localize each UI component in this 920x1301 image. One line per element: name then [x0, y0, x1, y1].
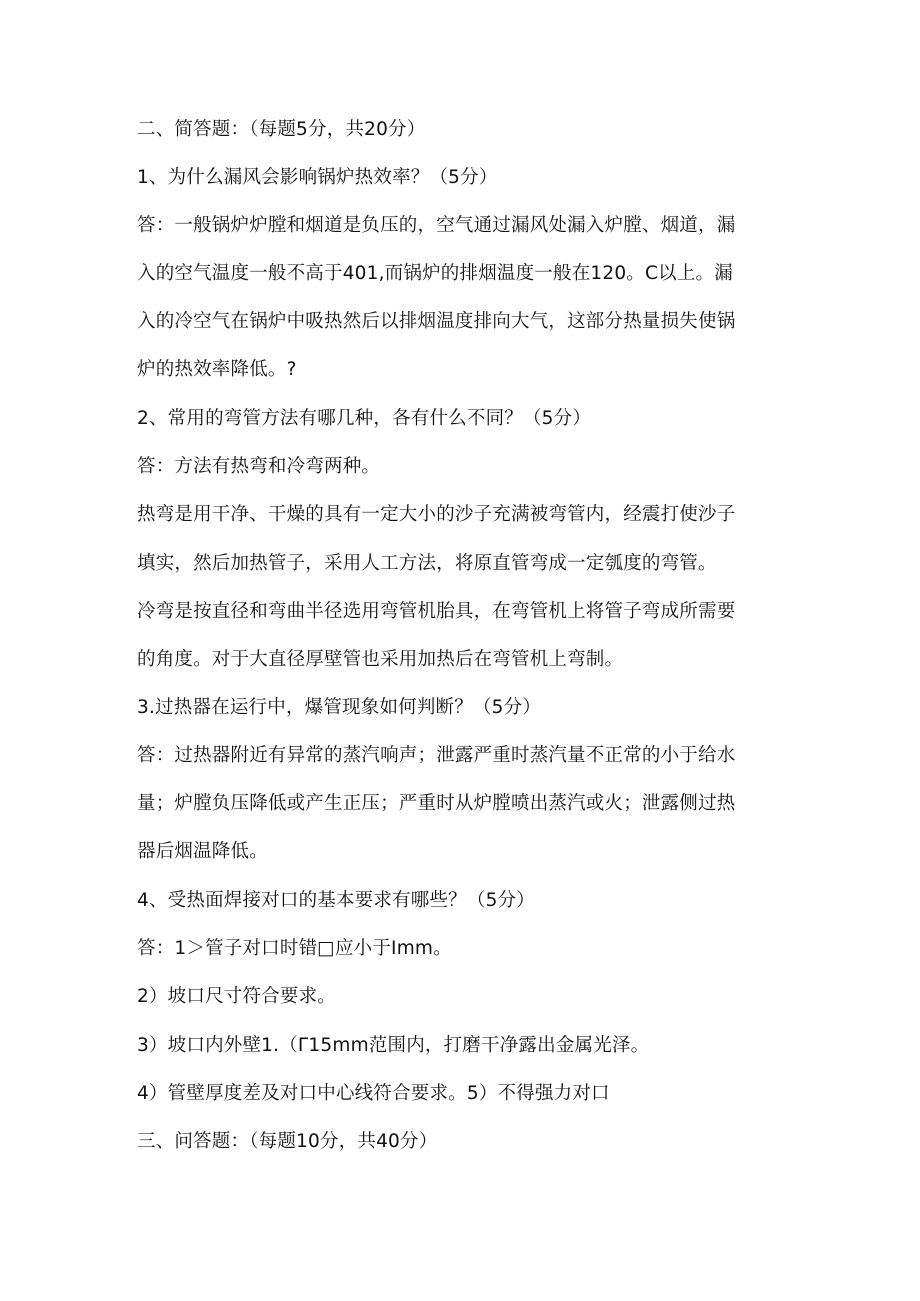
section-heading-short-answer: 二、简答题：（每题5分，共20分）: [137, 119, 426, 140]
answer-2-line-1: 答：方法有热弯和冷弯两种。: [137, 456, 381, 477]
answer-2-line-5: 的角度。对于大直径厚壁管也采用加热后在弯管机上弯制。: [137, 649, 624, 670]
answer-1-line-4: 炉的热效率降低。?: [137, 359, 297, 380]
answer-1-line-1: 答：一般锅炉炉膛和烟道是负压的，空气通过漏风处漏入炉膛、烟道，漏: [137, 215, 736, 236]
answer-2-line-3: 填实，然后加热管子，采用人工方法，将原直管弯成一定瓠度的弯管。: [137, 553, 717, 574]
answer-2-line-2: 热弯是用干净、干燥的具有一定大小的沙子充满被弯管内，经震打使沙子: [137, 504, 736, 525]
question-4: 4、受热面焊接对口的基本要求有哪些？（5分）: [137, 890, 535, 911]
answer-3-line-3: 器后烟温降低。: [137, 841, 268, 862]
answer-4-line-4: 4）管壁厚度差及对口中心线符合要求。5）不得强力对口: [137, 1083, 610, 1104]
answer-1-line-3: 入的冷空气在锅炉中吸热然后以排烟温度排向大气，这部分热量损失使锅: [137, 311, 736, 332]
answer-4-line-1: 答：1＞管子对口时错□应小于Imm。: [137, 938, 452, 959]
answer-4-line-3: 3）坡口内外壁1.（Γ15mm范围内，打磨干净露出金属光泽。: [137, 1035, 650, 1056]
answer-1-line-2: 入的空气温度一般不高于401,而锅炉的排烟温度一般在120。C以上。漏: [137, 263, 733, 284]
question-2: 2、常用的弯管方法有哪几种，各有什么不同？（5分）: [137, 408, 592, 429]
answer-4-line-2: 2）坡口尺寸符合要求。: [137, 986, 336, 1007]
answer-2-line-4: 冷弯是按直径和弯曲半径选用弯管机胎具，在弯管机上将管子弯成所需要: [137, 601, 736, 622]
question-3: 3.过热器在运行中，爆管现象如何判断？（5分）: [137, 697, 542, 718]
answer-3-line-1: 答：过热器附近有异常的蒸汽响声；泄露严重时蒸汽量不正常的小于给水: [137, 745, 736, 766]
answer-3-line-2: 量；炉膛负压降低或产生正压；严重时从炉膛喷出蒸汽或火；泄露侧过热: [137, 793, 736, 814]
section-heading-essay: 三、问答题：（每题10分，共40分）: [137, 1131, 438, 1152]
question-1: 1、为什么漏风会影响锅炉热效率？（5分）: [137, 167, 498, 188]
